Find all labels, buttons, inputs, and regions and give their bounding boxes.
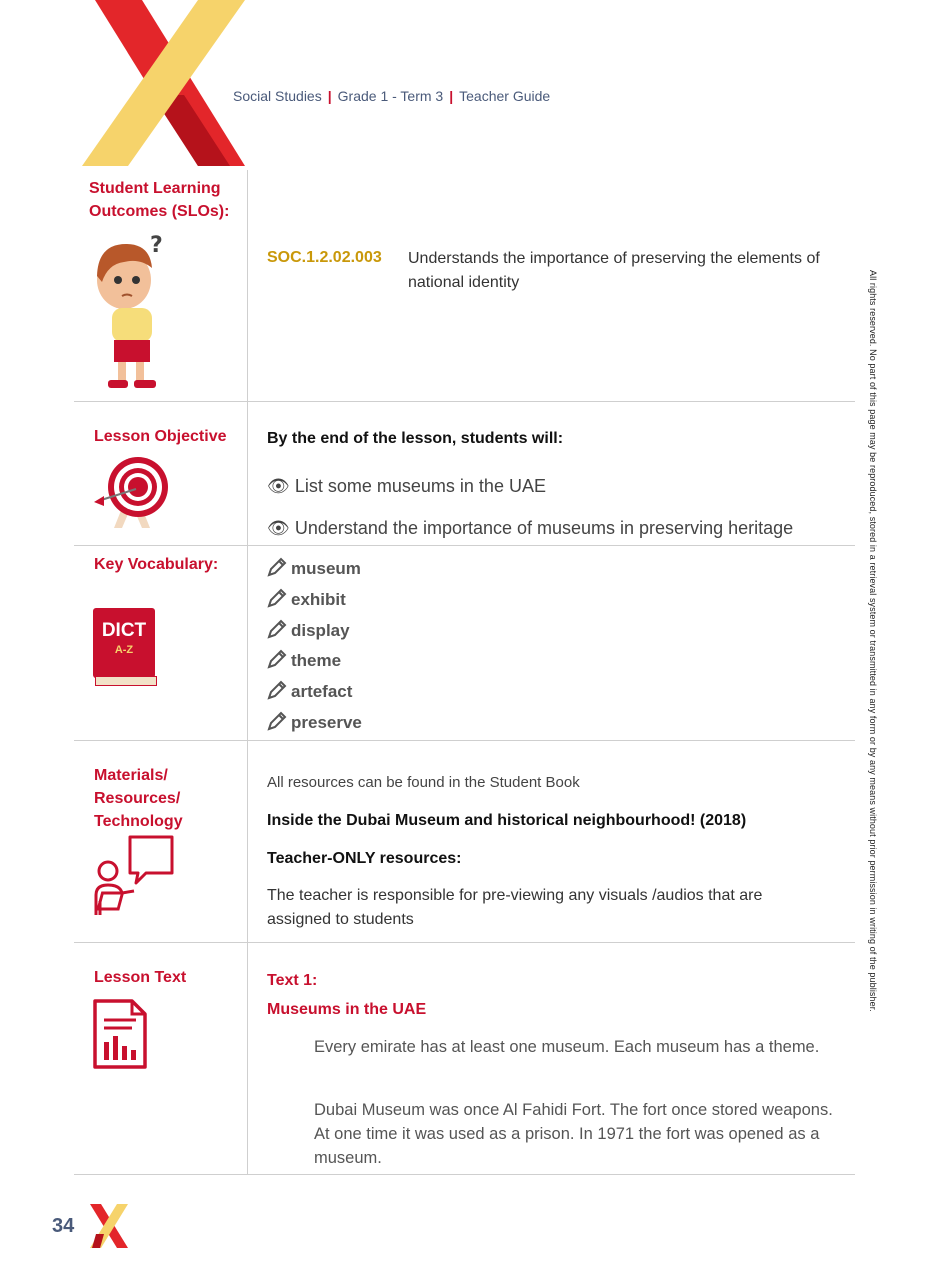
breadcrumb-grade: Grade 1 - Term 3 (337, 88, 444, 104)
lesson-paragraph: Every emirate has at least one museum. Each museum has a theme. (314, 1038, 820, 1056)
objective-item-text: List some museums in the UAE (294, 476, 546, 496)
vocabulary-label: Key Vocabulary: (94, 556, 219, 573)
pencil-icon (267, 619, 287, 639)
row-divider (74, 401, 855, 402)
pencil-icon (267, 588, 287, 608)
dictionary-title: DICT (101, 620, 147, 641)
lesson-text-label: Lesson Text (94, 969, 187, 986)
vocabulary-word: museum (291, 559, 361, 578)
vocabulary-item (267, 646, 362, 677)
vocabulary-item (267, 616, 362, 647)
pencil-icon (267, 649, 287, 669)
breadcrumb-subject: Social Studies (233, 88, 322, 104)
document-chart-icon (92, 998, 148, 1070)
objective-label: Lesson Objective (94, 428, 227, 445)
row-divider (74, 1174, 855, 1175)
eye-icon: 👁 (267, 476, 290, 496)
vocabulary-item (267, 677, 362, 708)
slo-code: SOC.1.2.02.003 (267, 249, 382, 266)
vocabulary-list (267, 554, 362, 739)
breadcrumb-guide: Teacher Guide (459, 88, 551, 104)
lesson-text-number: Text 1: (267, 972, 318, 989)
materials-label: Materials/ Resources/ Technology (94, 767, 183, 830)
column-divider (247, 170, 248, 1175)
objective-item (267, 518, 793, 539)
pencil-icon (267, 711, 287, 731)
teacher-resources-text: The teacher is responsible for pre-viewing any visuals /audios that are assigned to students (267, 887, 763, 928)
teacher-speech-icon (92, 835, 176, 919)
vocabulary-item (267, 554, 362, 585)
lesson-text-title: Museums in the UAE (267, 1001, 427, 1018)
svg-text:?: ? (150, 233, 163, 258)
vocabulary-word: theme (291, 651, 342, 671)
page-number: 34 (52, 1215, 75, 1237)
eye-icon: 👁 (267, 518, 290, 538)
brand-logo (80, 0, 250, 166)
lesson-paragraph: Dubai Museum was once Al Fahidi Fort. The fort once stored weapons. At one time it was used as a prison. In 1971 the fort was opened as a museum. (314, 1101, 833, 1167)
pencil-icon (267, 557, 287, 577)
row-divider (74, 942, 855, 943)
brand-logo-small (88, 1204, 130, 1248)
vocabulary-word: preserve (291, 712, 362, 732)
vocabulary-word: exhibit (291, 589, 346, 609)
materials-title: Inside the Dubai Museum and historical neighbourhood! (2018) (267, 812, 747, 829)
pencil-icon (267, 680, 287, 700)
row-divider (74, 545, 855, 546)
vocabulary-item (267, 585, 362, 616)
breadcrumb: Social Studies | Grade 1 - Term 3 | Teacher Guide (233, 88, 551, 104)
target-icon (92, 456, 172, 532)
dictionary-icon (93, 608, 157, 686)
copyright-note: All rights reserved. No part of this page may be reproduced, stored in a retrieval system or transmitted in any form or by any means without prior permission in writing of the publisher. (868, 270, 878, 1012)
dictionary-subtitle: A-Z (114, 644, 134, 656)
objective-heading: By the end of the lesson, students will: (267, 430, 564, 447)
vocabulary-word: display (291, 620, 350, 640)
row-divider (74, 740, 855, 741)
slo-label: Student Learning Outcomes (SLOs): (89, 180, 230, 220)
slo-text: Understands the importance of preserving the elements of national identity (408, 250, 820, 291)
teacher-resources-heading: Teacher-ONLY resources: (267, 850, 462, 867)
objective-item (267, 476, 546, 497)
vocabulary-word: artefact (291, 682, 353, 702)
materials-note: All resources can be found in the Student Book (267, 774, 580, 791)
vocabulary-item (267, 708, 362, 739)
thinking-child-icon (88, 228, 168, 396)
objective-item-text: Understand the importance of museums in preserving heritage (294, 518, 794, 538)
